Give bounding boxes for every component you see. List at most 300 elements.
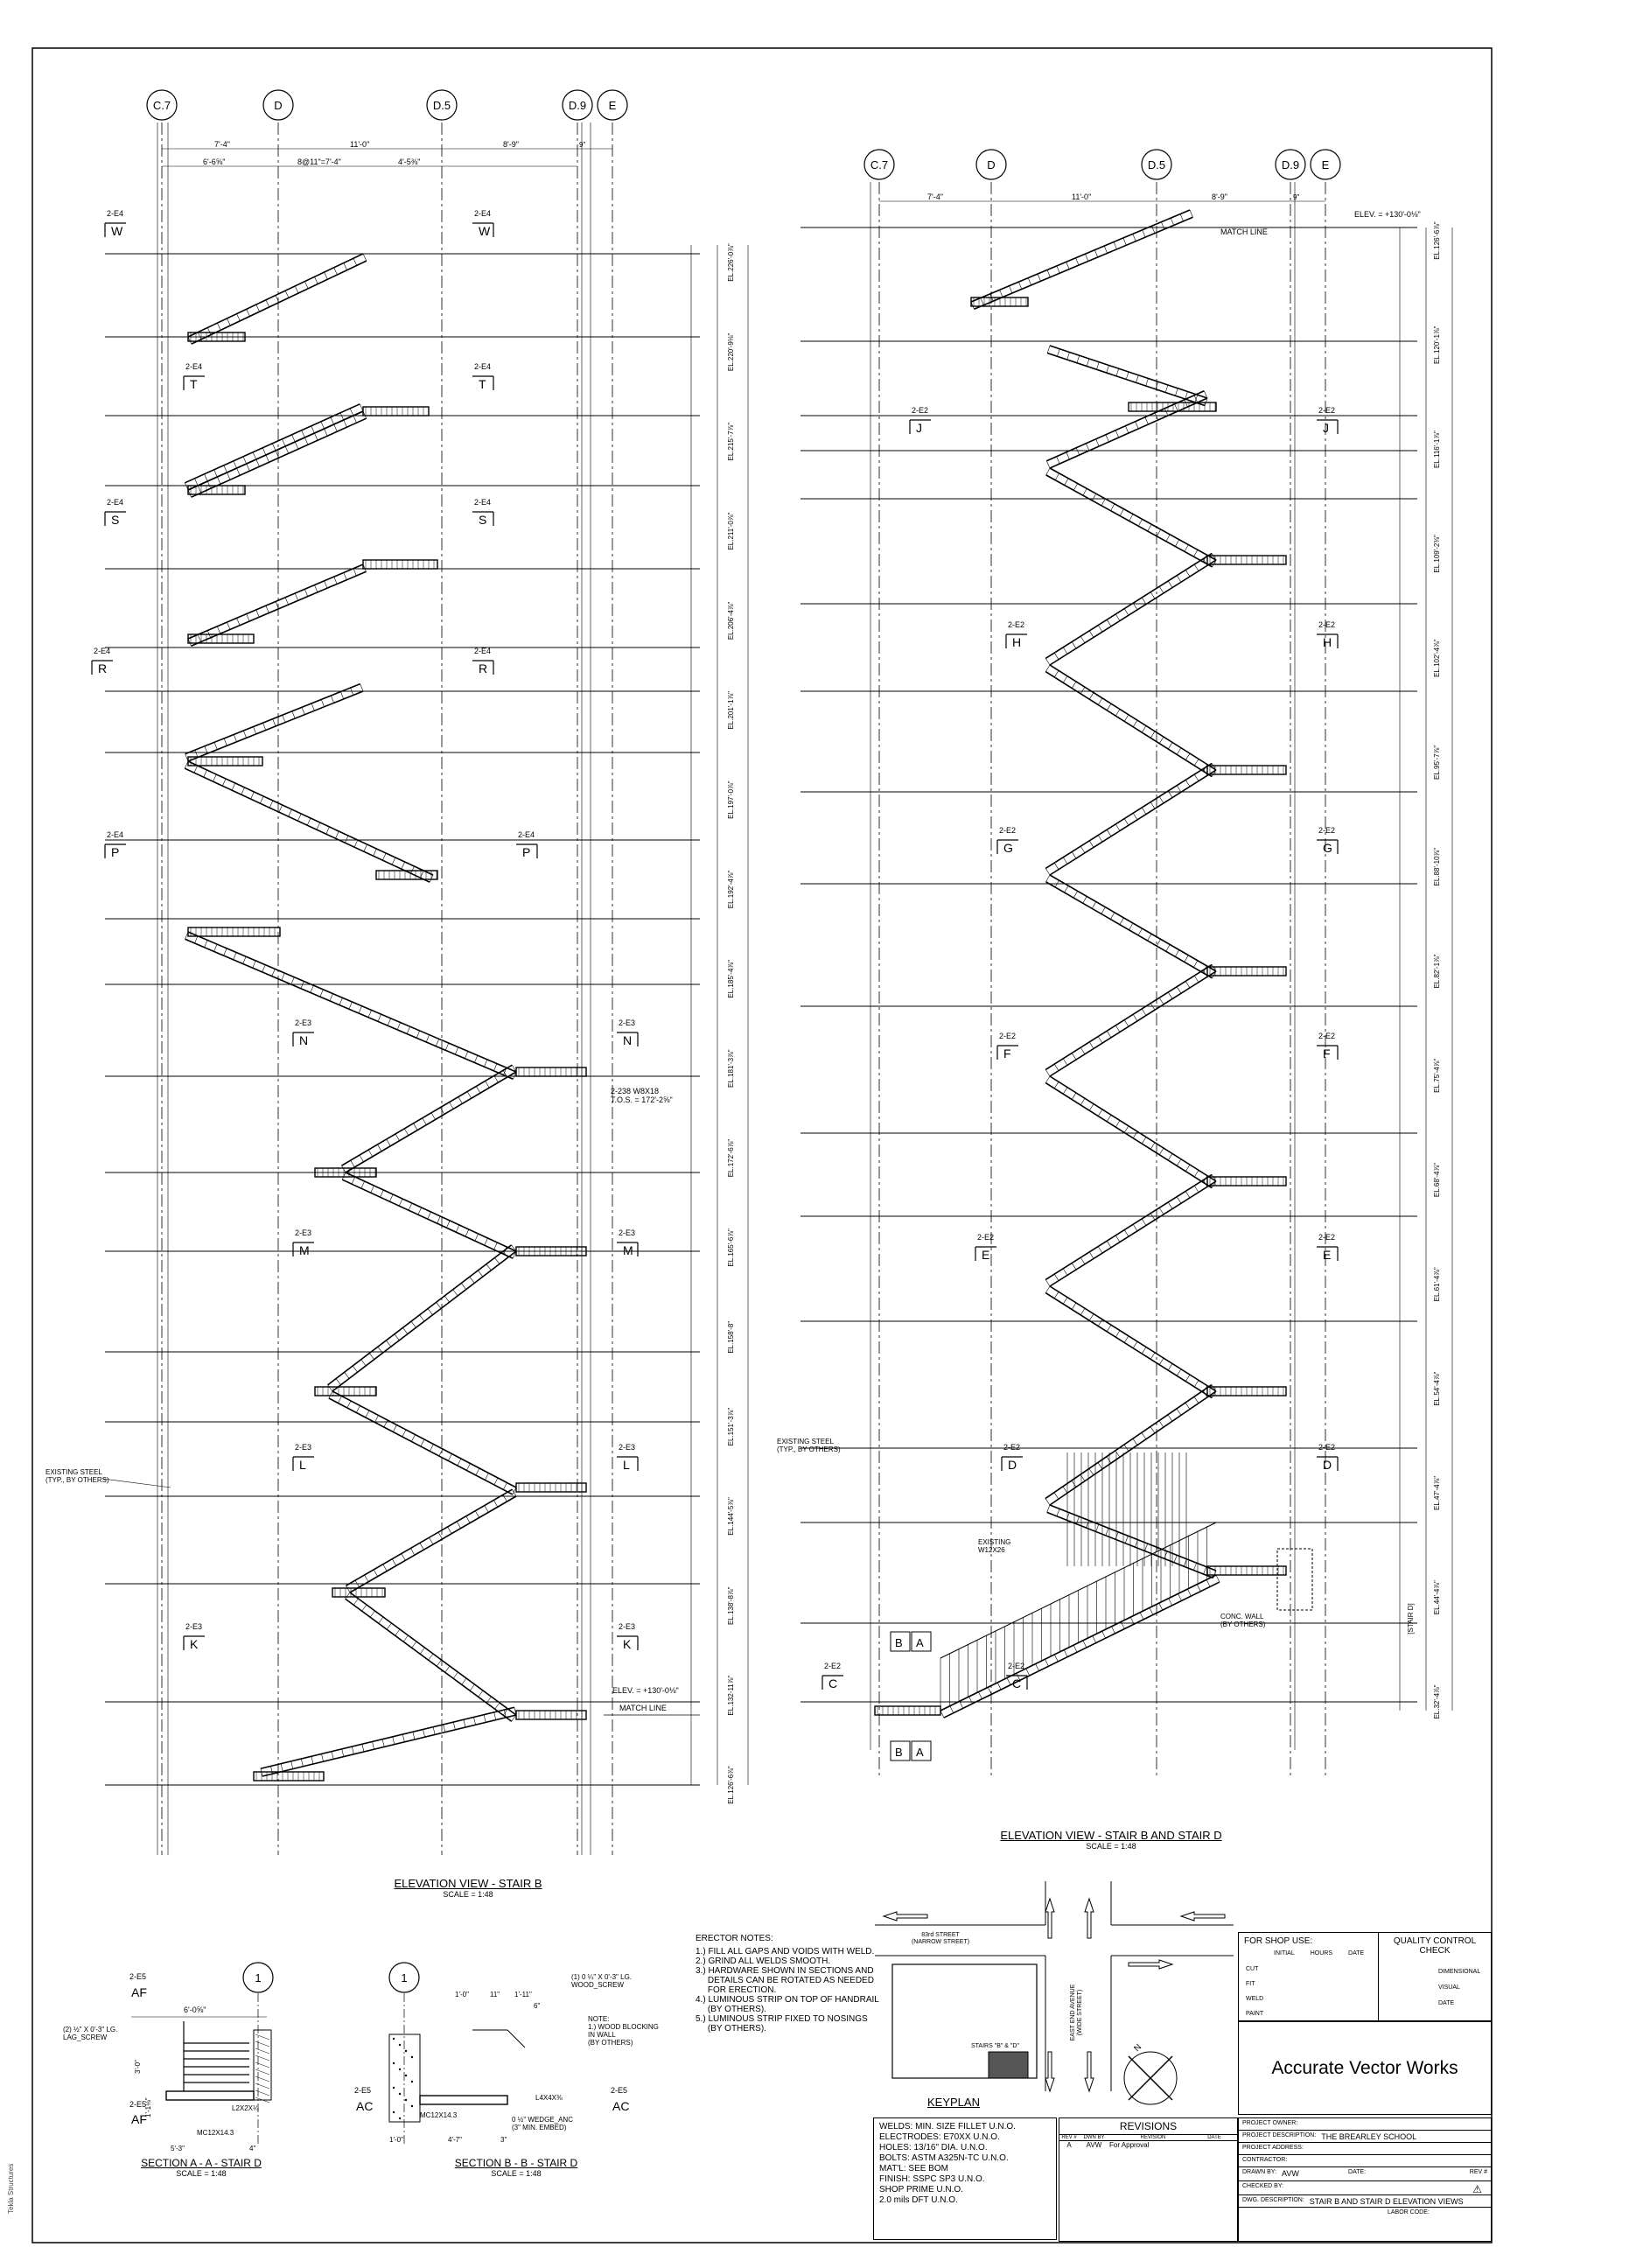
- elevation-label: EL.138'-8⅞": [727, 1586, 735, 1626]
- tread: [445, 1666, 450, 1672]
- tread: [227, 472, 230, 480]
- tread: [205, 474, 208, 481]
- grid-label: 1: [255, 1971, 262, 1984]
- section-ref: 2-E2: [1318, 826, 1336, 835]
- shop-use-rows: [1239, 1956, 1379, 2021]
- tread: [1136, 422, 1139, 429]
- tread: [437, 1660, 441, 1666]
- tread: [1073, 484, 1077, 491]
- wall-hatch: [255, 2076, 269, 2082]
- tread: [1054, 1655, 1058, 1662]
- tread: [1115, 1451, 1120, 1457]
- section-mark: C: [828, 1676, 838, 1690]
- section-ref: 2-E3: [295, 1443, 312, 1452]
- tread: [486, 1081, 490, 1088]
- tread: [334, 424, 338, 431]
- tread: [307, 818, 311, 825]
- elevation-label: EL.95'-7⅞": [1433, 745, 1441, 780]
- tread: [1046, 468, 1050, 475]
- tread: [311, 426, 315, 433]
- tread: [1083, 1641, 1087, 1648]
- concrete-wall: [389, 2034, 420, 2122]
- north-label: N: [1132, 2042, 1144, 2054]
- tread: [251, 792, 255, 799]
- tread: [243, 731, 246, 738]
- tread: [1054, 1292, 1059, 1298]
- tread: [479, 1690, 483, 1697]
- shop-row: FIT: [1246, 1981, 1255, 1987]
- tread: [217, 323, 220, 330]
- tread: [431, 1113, 436, 1120]
- tread: [377, 1144, 381, 1152]
- stringer: [1045, 553, 1212, 658]
- tread: [475, 1511, 479, 1518]
- grid-label: 1: [401, 1971, 408, 1984]
- tread: [446, 1221, 450, 1228]
- tread: [464, 1719, 465, 1727]
- tread: [198, 634, 201, 641]
- drawn-row: [1239, 2167, 1491, 2181]
- tread: [365, 1575, 369, 1582]
- tread: [418, 1208, 422, 1214]
- elevation-label: EL.197'-0⅞": [727, 780, 735, 819]
- rev-col: REVISION: [1140, 2135, 1166, 2140]
- section-a-drawing: [63, 1963, 273, 2152]
- tread: [402, 1734, 404, 1742]
- dim-text: 11'-0": [1072, 192, 1092, 201]
- tread: [1126, 372, 1129, 380]
- tread: [302, 707, 304, 714]
- section-mark: R: [98, 662, 108, 676]
- tread: [1133, 1014, 1137, 1021]
- tread: [1098, 625, 1102, 632]
- tread: [402, 1554, 406, 1561]
- section-ref: 2-E3: [619, 1228, 636, 1237]
- tread: [1142, 725, 1146, 732]
- tread: [1066, 262, 1069, 269]
- tread: [1185, 1165, 1190, 1172]
- tread: [282, 973, 285, 980]
- landing: [516, 1711, 586, 1719]
- tread: [1009, 286, 1011, 293]
- qc-row: VISUAL: [1438, 1984, 1460, 1991]
- tread: [379, 1617, 383, 1623]
- section-mark: J: [916, 421, 922, 435]
- tread: [1096, 439, 1100, 446]
- grid-label: D: [987, 158, 996, 172]
- tread: [1123, 238, 1126, 245]
- tread: [1073, 1645, 1077, 1652]
- dim-text: 1'-1⅛": [144, 2097, 152, 2118]
- tread: [1007, 1678, 1010, 1685]
- tread: [285, 446, 289, 453]
- tread: [345, 836, 348, 843]
- tread: [403, 1635, 408, 1642]
- tread: [1206, 1579, 1210, 1586]
- tread: [1089, 631, 1094, 638]
- tread: [393, 1425, 396, 1432]
- tread: [1216, 1575, 1220, 1582]
- tread: [395, 1134, 400, 1141]
- wall-hatch: [255, 2055, 269, 2061]
- tread: [1047, 346, 1050, 354]
- dim-text: 8'-9": [1212, 192, 1227, 201]
- tread: [1067, 353, 1070, 360]
- tread: [1054, 1493, 1059, 1499]
- tread: [302, 430, 305, 438]
- elevation-label: EL.120'-1⅞": [1433, 326, 1441, 365]
- tread: [1089, 841, 1094, 848]
- tread: [198, 332, 201, 340]
- callout-lag: (2) ½" X 0'-3" LG. LAG_SCREW: [63, 2026, 118, 2041]
- callout-conc-wall: CONC. WALL (BY OTHERS): [1220, 1613, 1266, 1628]
- tread: [237, 468, 241, 475]
- tread: [969, 1697, 973, 1704]
- concrete-dot: [393, 2111, 395, 2113]
- tread: [383, 1564, 388, 1572]
- tread: [1106, 1528, 1108, 1535]
- tread: [1159, 1603, 1163, 1610]
- tread: [1185, 780, 1190, 787]
- tread: [346, 1592, 350, 1599]
- tread: [382, 853, 386, 860]
- section-mark: F: [1323, 1046, 1331, 1060]
- tread: [1152, 226, 1155, 233]
- tread: [1045, 1279, 1050, 1286]
- arrow-down-icon: [1085, 2052, 1094, 2091]
- tread: [329, 1391, 332, 1398]
- elevation-label: EL.126'-6⅞": [1433, 221, 1441, 260]
- elevation-label: EL.126'-6⅞": [727, 1766, 735, 1804]
- tread: [1185, 1191, 1190, 1198]
- tread: [1101, 499, 1105, 506]
- tread: [437, 1302, 441, 1308]
- warning-icon: ⚠: [1472, 2183, 1482, 2195]
- project-desc-label: PROJECT DESCRIPTION:: [1242, 2132, 1317, 2138]
- tread: [392, 1559, 396, 1566]
- tread: [1000, 290, 1003, 297]
- tread: [1080, 1098, 1085, 1105]
- section-ref: 2-E4: [94, 647, 111, 655]
- tread: [1171, 218, 1173, 225]
- callout-existing-steel: EXISTING STEEL (TYP., BY OTHERS): [45, 1468, 109, 1484]
- tread: [321, 1754, 323, 1761]
- tread: [1080, 1047, 1085, 1054]
- tread: [326, 827, 330, 834]
- tread: [397, 1023, 401, 1030]
- tread: [467, 1092, 472, 1099]
- section-mark: N: [623, 1033, 633, 1047]
- tread: [256, 610, 260, 617]
- tread: [1064, 1650, 1067, 1657]
- grid-label: C.7: [870, 158, 889, 172]
- dwg-desc: STAIR B AND STAIR D ELEVATION VIEWS: [1309, 2197, 1464, 2206]
- tread: [453, 1672, 458, 1678]
- stringer: [1045, 964, 1212, 1069]
- dim-text: 4'-7": [448, 2136, 462, 2144]
- tread: [458, 1459, 461, 1466]
- section-ref: 2-E4: [185, 362, 203, 371]
- stringer: [1050, 1505, 1216, 1571]
- tread: [1107, 1457, 1111, 1463]
- tread: [453, 1722, 455, 1730]
- tread: [1098, 1320, 1102, 1326]
- tread: [1185, 1375, 1190, 1382]
- section-ref: 2-E4: [518, 830, 535, 839]
- tread: [1087, 359, 1089, 367]
- tread: [494, 1075, 499, 1082]
- tread: [325, 272, 328, 279]
- callout-existing-steel: EXISTING STEEL (TYP., BY OTHERS): [777, 1438, 841, 1453]
- section-ref: 2-E2: [1318, 620, 1336, 629]
- tread: [494, 1242, 498, 1250]
- tread: [1076, 258, 1079, 265]
- tread: [1187, 1589, 1191, 1596]
- tread: [1197, 1585, 1200, 1592]
- erector-note: FOR ERECTION.: [696, 1985, 777, 1995]
- tread: [260, 796, 263, 803]
- tread: [412, 1642, 416, 1648]
- tread: [436, 1039, 439, 1046]
- tread: [392, 858, 395, 864]
- tread: [1065, 886, 1069, 892]
- tread: [1148, 934, 1152, 941]
- section-ref: 2-E3: [185, 1622, 203, 1631]
- tread: [421, 1439, 424, 1446]
- tread: [1124, 819, 1129, 826]
- tread: [448, 1454, 451, 1461]
- tread: [253, 452, 256, 459]
- tread: [1036, 1664, 1039, 1671]
- tread: [354, 840, 358, 847]
- tread: [198, 486, 201, 493]
- tread: [262, 448, 266, 455]
- section-mark: T: [190, 377, 198, 391]
- section-mark: M: [623, 1243, 633, 1257]
- section-a-scale: SCALE = 1:48: [176, 2169, 227, 2178]
- tread: [1133, 813, 1137, 820]
- tread: [273, 719, 276, 726]
- tread: [1018, 282, 1021, 289]
- tread: [1159, 737, 1164, 744]
- tread: [1157, 939, 1161, 946]
- tread: [1185, 570, 1190, 577]
- tread: [1115, 710, 1120, 717]
- tread: [1094, 250, 1097, 257]
- tread: [227, 622, 230, 629]
- grid-label: D.5: [1147, 158, 1166, 172]
- tread: [1057, 1508, 1059, 1516]
- tread: [1124, 1126, 1129, 1133]
- tread: [1098, 1110, 1102, 1116]
- tread: [1193, 1563, 1196, 1570]
- tread: [1098, 1246, 1102, 1253]
- section-mark: AC: [356, 2099, 374, 2113]
- tread: [1080, 1308, 1085, 1315]
- elevation-label: EL.68'-4⅞": [1433, 1163, 1441, 1198]
- section-mark: G: [1003, 841, 1013, 855]
- landing: [315, 1387, 376, 1396]
- revisions-header-row: [1059, 2135, 1237, 2141]
- section-b-scale: SCALE = 1:48: [491, 2169, 542, 2178]
- tread: [1168, 1153, 1172, 1160]
- tread: [1098, 835, 1102, 842]
- stringer: [341, 1065, 512, 1166]
- section-mark: T: [479, 377, 486, 391]
- revisions-row: [1059, 2141, 1237, 2149]
- tread: [207, 327, 211, 334]
- tread: [1054, 1064, 1059, 1071]
- tread: [1125, 1536, 1128, 1543]
- tread: [960, 1701, 963, 1708]
- concrete-dot: [399, 2093, 401, 2095]
- elevation-label: EL.54'-4⅞": [1433, 1371, 1441, 1406]
- qc-heading: QUALITY CONTROL CHECK: [1393, 1936, 1477, 1956]
- tread: [340, 413, 344, 420]
- tread: [1057, 266, 1059, 273]
- tread: [1142, 598, 1146, 605]
- tread: [1093, 1635, 1096, 1642]
- tread: [253, 727, 255, 734]
- tread: [263, 723, 266, 730]
- section-mark: E: [982, 1248, 990, 1262]
- tread: [1114, 242, 1116, 249]
- section-ref: 2-E2: [999, 1032, 1017, 1040]
- elevation-label: EL.61'-4⅞": [1433, 1267, 1441, 1302]
- landing: [188, 928, 280, 936]
- concrete-dot: [393, 2038, 395, 2040]
- tread: [399, 1199, 402, 1206]
- tread: [1193, 961, 1198, 968]
- arrow-left-icon: [884, 1912, 927, 1921]
- tread: [409, 1203, 412, 1210]
- tread: [1124, 1230, 1129, 1237]
- tread: [1177, 987, 1181, 994]
- shop-row: WELD: [1246, 1996, 1264, 2002]
- tread: [331, 417, 334, 424]
- tread: [456, 1225, 459, 1232]
- section-ref: 2-E5: [129, 2100, 147, 2109]
- tread: [1185, 753, 1190, 760]
- tread: [1166, 535, 1170, 542]
- tread: [362, 1744, 364, 1752]
- tread: [1045, 1076, 1050, 1083]
- stairs-area: [989, 2052, 1028, 2078]
- tread: [363, 254, 367, 261]
- tread: [360, 684, 363, 691]
- section-mark: AC: [612, 2099, 630, 2113]
- elevation-label: EL.32'-4⅞": [1433, 1684, 1441, 1719]
- tread: [1080, 1257, 1085, 1264]
- section-ref: 2-E2: [824, 1662, 842, 1670]
- tread: [423, 1118, 427, 1125]
- tread: [1026, 1669, 1030, 1676]
- erector-note: (BY OTHERS).: [696, 2024, 766, 2034]
- tread: [281, 1764, 283, 1772]
- tread: [295, 286, 298, 293]
- section-mark: W: [111, 224, 123, 238]
- tread: [289, 809, 292, 816]
- tread: [1098, 698, 1102, 705]
- tread: [395, 1334, 399, 1340]
- tread: [402, 1430, 406, 1437]
- wall-hatch: [255, 2034, 269, 2040]
- stringer: [974, 217, 1192, 309]
- section-ref: 2-E5: [354, 2086, 372, 2095]
- checked-label: CHECKED BY:: [1242, 2183, 1284, 2189]
- tread: [1115, 1026, 1120, 1032]
- tread: [476, 1468, 479, 1475]
- tread: [1120, 918, 1124, 925]
- tread: [1120, 509, 1123, 516]
- labor-label: LABOR CODE:: [1388, 2209, 1430, 2216]
- tread: [1150, 1143, 1155, 1150]
- callout-angle: L4X4X⅜: [535, 2094, 563, 2102]
- tread: [332, 1752, 333, 1760]
- elevation-label: EL.206'-4⅞": [727, 601, 735, 640]
- tread: [1110, 913, 1115, 920]
- elevation-label: EL.215'-7⅞": [727, 422, 735, 461]
- tread: [416, 1031, 420, 1038]
- stringer: [1050, 1181, 1216, 1286]
- tread: [374, 849, 377, 856]
- tread: [1177, 748, 1181, 755]
- tread: [1169, 1599, 1172, 1606]
- tread: [485, 1474, 488, 1480]
- landing: [516, 1068, 586, 1076]
- tread: [393, 1737, 395, 1745]
- tread: [1111, 504, 1115, 511]
- shop-row: PAINT: [1246, 2011, 1264, 2017]
- tread: [503, 1494, 507, 1502]
- tread: [1124, 715, 1129, 722]
- tread: [1177, 786, 1181, 793]
- stringer: [342, 1180, 513, 1258]
- tread: [444, 1296, 449, 1302]
- tread: [1102, 1631, 1106, 1638]
- stair-bd-title: ELEVATION VIEW - STAIR B AND STAIR D: [1000, 1829, 1222, 1842]
- tread: [1164, 1551, 1167, 1558]
- tread: [423, 1729, 424, 1737]
- tread: [304, 589, 308, 596]
- section-b-title-block: [420, 2157, 612, 2178]
- tread: [344, 263, 347, 270]
- tread: [465, 1051, 468, 1058]
- project-box: [1238, 2118, 1492, 2242]
- elevation-label: EL.220'-9⅛": [727, 332, 735, 372]
- tread: [321, 422, 325, 429]
- stair-bd-title-block: [962, 1829, 1260, 1851]
- tread: [457, 1522, 461, 1529]
- tread: [353, 569, 357, 576]
- tread: [433, 1727, 435, 1735]
- elevation-label: EL.211'-0⅞": [727, 512, 735, 550]
- tread: [291, 1761, 293, 1769]
- stair-b-elevation: [45, 90, 748, 1855]
- tread: [331, 696, 333, 703]
- concrete-dot: [393, 2087, 395, 2089]
- stringer: [1045, 1385, 1212, 1499]
- wall-hatch: [255, 2048, 269, 2054]
- tread: [344, 420, 347, 427]
- tread: [362, 1605, 367, 1611]
- callout-w8x18: 2-238 W8X18 T.O.S. = 172'-2⅝": [611, 1087, 673, 1104]
- section-mark: P: [522, 845, 531, 859]
- tread: [1076, 448, 1080, 455]
- project-owner-label: PROJECT OWNER:: [1239, 2118, 1491, 2131]
- tread: [1194, 564, 1199, 571]
- spec-line: ELECTRODES: E70XX U.N.O.: [879, 2132, 1000, 2142]
